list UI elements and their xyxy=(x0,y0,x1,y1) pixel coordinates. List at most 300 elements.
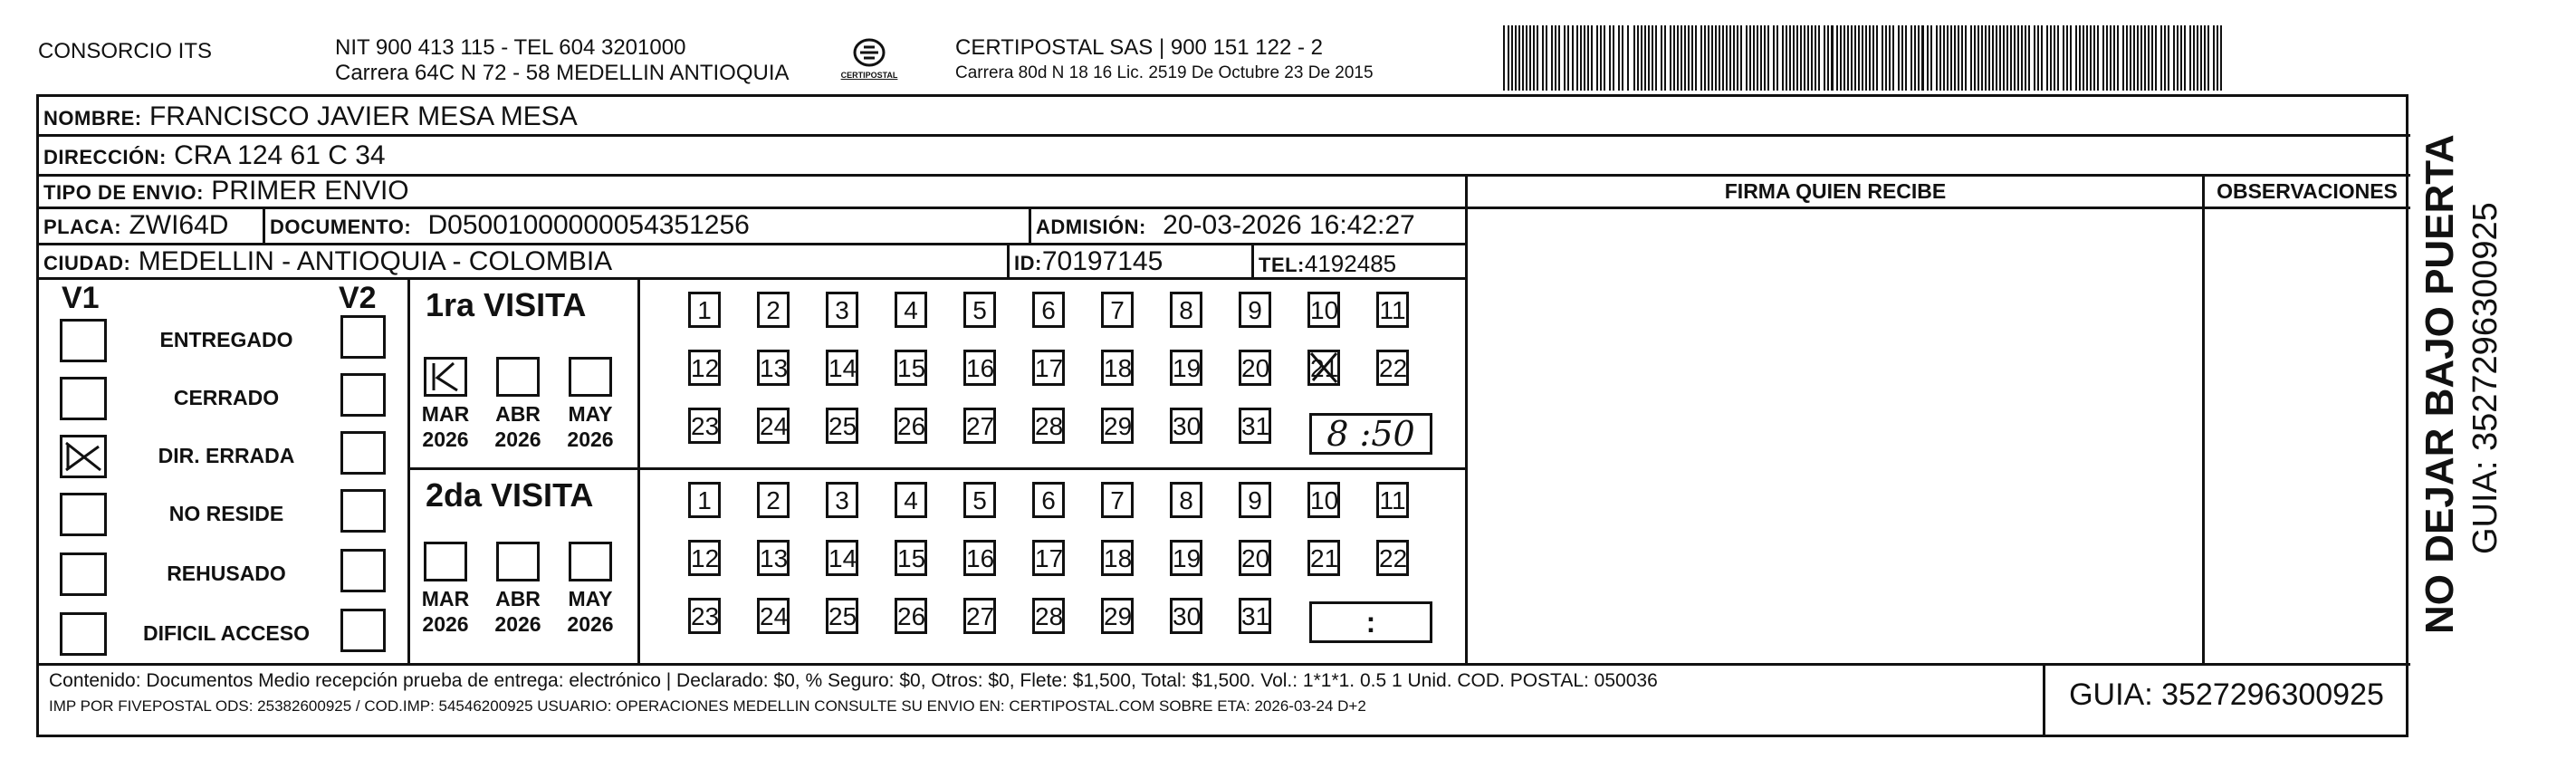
firma-header: FIRMA QUIEN RECIBE xyxy=(1724,179,1947,203)
barcode-bar xyxy=(1708,25,1709,91)
barcode-bar xyxy=(1719,25,1720,91)
barcode-bar xyxy=(1753,25,1755,91)
barcode-bar xyxy=(1740,25,1742,91)
day-box[interactable]: 16 xyxy=(963,540,996,576)
barcode-bar xyxy=(1661,25,1662,91)
day-box[interactable]: 15 xyxy=(895,540,927,576)
barcode-bar xyxy=(2021,25,2023,91)
barcode-bar xyxy=(1905,25,1907,91)
barcode-bar xyxy=(2164,25,2166,91)
observaciones-header: OBSERVACIONES xyxy=(2217,179,2398,203)
barcode-bar xyxy=(1749,25,1751,91)
day-box[interactable]: 6 xyxy=(1032,292,1065,328)
placa-field xyxy=(43,210,228,243)
barcode-bar xyxy=(1999,25,2001,91)
admision-value: 20-03-2026 16:42:27 xyxy=(1163,210,1415,240)
barcode-bar xyxy=(1764,25,1766,91)
day-box[interactable]: 2 xyxy=(757,292,790,328)
barcode-bar xyxy=(1695,25,1697,91)
barcode-bar xyxy=(1988,25,1990,91)
barcode-bar xyxy=(2151,25,2153,91)
v2-checkbox[interactable] xyxy=(340,431,386,475)
barcode-bar xyxy=(2006,25,2008,91)
tipo-value: PRIMER ENVIO xyxy=(211,176,409,206)
barcode-bar xyxy=(2014,25,2016,91)
barcode-bar xyxy=(1576,25,1578,91)
barcode-bar xyxy=(1604,25,1605,91)
barcode-bar xyxy=(1851,25,1853,91)
barcode-bar xyxy=(2097,25,2099,91)
day-box[interactable]: 3 xyxy=(826,292,858,328)
day-box[interactable]: 28 xyxy=(1032,408,1065,444)
barcode-bar xyxy=(1954,25,1956,91)
v2-checkbox[interactable] xyxy=(340,609,386,652)
barcode-bar xyxy=(2010,25,2012,91)
barcode-bar xyxy=(1773,25,1775,91)
day-box[interactable]: 5 xyxy=(963,292,996,328)
barcode-bar xyxy=(1546,25,1547,91)
barcode-bar xyxy=(1600,25,1602,91)
barcode-bar xyxy=(1641,25,1642,91)
barcode-bar xyxy=(1892,25,1894,91)
status-label: DIFICIL ACCESO xyxy=(142,621,310,645)
barcode-bar xyxy=(1930,25,1932,91)
month-checkbox[interactable] xyxy=(496,357,540,397)
day-box[interactable]: 4 xyxy=(895,482,927,518)
barcode-bar xyxy=(1655,25,1657,91)
day-box[interactable]: 1 xyxy=(688,482,721,518)
barcode-bar xyxy=(2050,25,2052,91)
barcode-bar xyxy=(1522,25,1524,91)
barcode-bar xyxy=(1633,25,1635,91)
barcode-bar xyxy=(1704,25,1706,91)
cross-mark-icon xyxy=(1307,350,1340,386)
day-box[interactable]: 22 xyxy=(1376,350,1409,386)
day-box[interactable]: 13 xyxy=(757,350,790,386)
day-box[interactable]: 30 xyxy=(1170,408,1202,444)
barcode-bar xyxy=(1793,25,1795,91)
v1-checkbox[interactable] xyxy=(60,319,107,362)
address-line: Carrera 64C N 72 - 58 MEDELLIN ANTIOQUIA xyxy=(335,61,790,85)
day-box[interactable]: 19 xyxy=(1170,350,1202,386)
barcode-bar xyxy=(1700,25,1702,91)
barcode-bar xyxy=(2204,25,2206,91)
nombre-value: FRANCISCO JAVIER MESA MESA xyxy=(148,101,578,131)
barcode-bar xyxy=(1558,25,1560,91)
barcode-bar xyxy=(1927,25,1929,91)
direccion-label: DIRECCIÓN: xyxy=(43,146,167,168)
barcode-bar xyxy=(1889,25,1891,91)
visit1-time: 8 :50 xyxy=(1326,414,1415,454)
direccion-value: CRA 124 61 C 34 xyxy=(174,140,386,170)
barcode-bar xyxy=(1996,25,1997,91)
barcode-bar xyxy=(2189,25,2191,91)
barcode-bar xyxy=(1782,25,1784,91)
status-label: DIR. ERRADA xyxy=(158,444,295,467)
barcode-bar xyxy=(1526,25,1527,91)
day-box[interactable]: 25 xyxy=(826,598,858,634)
barcode-bar xyxy=(1757,25,1758,91)
day-box[interactable]: 21 xyxy=(1307,350,1340,386)
admision-field xyxy=(1036,210,1415,243)
barcode-bar xyxy=(1609,25,1611,91)
day-box[interactable]: 25 xyxy=(826,408,858,444)
day-box[interactable]: 9 xyxy=(1239,292,1271,328)
day-box[interactable]: 14 xyxy=(826,350,858,386)
barcode-bar xyxy=(2220,25,2222,91)
barcode-bar xyxy=(1869,25,1871,91)
day-box[interactable]: 28 xyxy=(1032,598,1065,634)
barcode-bar xyxy=(2017,25,2019,91)
day-box[interactable]: 12 xyxy=(688,540,721,576)
tel-value: 4192485 xyxy=(1304,250,1397,277)
barcode-bar xyxy=(1865,25,1867,91)
year-label: 2026 xyxy=(422,612,469,636)
barcode-bar xyxy=(1511,25,1513,91)
day-box[interactable]: 19 xyxy=(1170,540,1202,576)
barcode-bar xyxy=(1843,25,1845,91)
barcode-bar xyxy=(1508,25,1509,91)
barcode-bar xyxy=(1622,25,1623,91)
v1-checkbox[interactable] xyxy=(60,552,107,596)
barcode-bar xyxy=(1961,25,1963,91)
month-checkbox[interactable] xyxy=(424,542,467,581)
day-box[interactable]: 7 xyxy=(1101,482,1134,518)
barcode-bar xyxy=(1733,25,1735,91)
v1-checkbox[interactable] xyxy=(60,493,107,536)
check-mark-icon xyxy=(426,360,464,394)
day-box[interactable]: 16 xyxy=(963,350,996,386)
barcode-bar xyxy=(2160,25,2162,91)
barcode-bar xyxy=(1950,25,1952,91)
v1-checkbox[interactable] xyxy=(60,377,107,420)
certipostal-address: Carrera 80d N 18 16 Lic. 2519 De Octubre 23 De 2015 xyxy=(955,63,1374,82)
barcode-bar xyxy=(1711,25,1713,91)
barcode-bar xyxy=(1729,25,1731,91)
day-box[interactable]: 24 xyxy=(757,408,790,444)
barcode-bar xyxy=(2126,25,2128,91)
barcode-bar xyxy=(1555,25,1556,91)
barcode-bar xyxy=(1677,25,1679,91)
barcode-bar xyxy=(1767,25,1769,91)
barcode-bar xyxy=(2066,25,2068,91)
day-box[interactable]: 22 xyxy=(1376,540,1409,576)
v1-label: V1 xyxy=(62,281,100,315)
footer-imp: IMP POR FIVEPOSTAL ODS: 25382600925 / COD.IMP: 54546200925 USUARIO: OPERACIONES MEDELLIN CONSULTE SU ENVIO EN: CERTIPOSTAL.COM SOBRE ETA: 2026-03-24 D+2 xyxy=(49,697,1366,715)
company-name: CONSORCIO ITS xyxy=(38,39,213,63)
barcode-bar xyxy=(1936,25,1938,91)
barcode-bar xyxy=(1533,25,1535,91)
day-box[interactable]: 6 xyxy=(1032,482,1065,518)
tel-field xyxy=(1259,248,1396,281)
day-box[interactable]: 17 xyxy=(1032,350,1065,386)
direccion-field xyxy=(43,140,386,173)
barcode-bar xyxy=(2117,25,2119,91)
month-label: MAY xyxy=(568,587,613,610)
barcode-bar xyxy=(1572,25,1574,91)
barcode-bar xyxy=(1977,25,1979,91)
year-label: 2026 xyxy=(494,612,541,636)
barcode-bar xyxy=(1872,25,1874,91)
day-box[interactable]: 14 xyxy=(826,540,858,576)
month-label: MAY xyxy=(568,402,613,426)
barcode-bar xyxy=(1684,25,1686,91)
day-box[interactable]: 27 xyxy=(963,408,996,444)
barcode-bar xyxy=(2113,25,2115,91)
barcode-bar xyxy=(1985,25,1987,91)
barcode-bar xyxy=(1947,25,1949,91)
barcode-bar xyxy=(2197,25,2198,91)
admision-label: ADMISIÓN: xyxy=(1036,216,1146,238)
barcode-bar xyxy=(2086,25,2088,91)
barcode-bar xyxy=(1664,25,1666,91)
day-box[interactable]: 9 xyxy=(1239,482,1271,518)
barcode-bar xyxy=(2083,25,2084,91)
barcode-bar xyxy=(2148,25,2150,91)
barcode-bar xyxy=(1807,25,1809,91)
barcode-bar xyxy=(2057,25,2059,91)
barcode-bar xyxy=(2173,25,2175,91)
day-box[interactable]: 10 xyxy=(1307,292,1340,328)
barcode-bar xyxy=(1681,25,1682,91)
barcode-bar xyxy=(1858,25,1860,91)
day-box[interactable]: 21 xyxy=(1307,540,1340,576)
day-box[interactable]: 5 xyxy=(963,482,996,518)
barcode-bar xyxy=(2079,25,2081,91)
day-box[interactable]: 11 xyxy=(1376,292,1409,328)
barcode-bar xyxy=(1587,25,1589,91)
barcode-bar xyxy=(2037,25,2039,91)
day-box[interactable]: 7 xyxy=(1101,292,1134,328)
day-box[interactable]: 23 xyxy=(688,598,721,634)
nombre-field xyxy=(43,101,578,134)
barcode-bar xyxy=(2155,25,2157,91)
day-box[interactable]: 26 xyxy=(895,408,927,444)
barcode-bar xyxy=(1715,25,1717,91)
day-box[interactable]: 27 xyxy=(963,598,996,634)
barcode-bar xyxy=(1567,25,1569,91)
barcode-bar xyxy=(2207,25,2209,91)
day-box[interactable]: 18 xyxy=(1101,350,1134,386)
barcode-bar xyxy=(1726,25,1728,91)
nombre-label: NOMBRE: xyxy=(43,107,142,130)
barcode-bar xyxy=(2217,25,2218,91)
day-box[interactable]: 18 xyxy=(1101,540,1134,576)
barcode-bar xyxy=(2213,25,2215,91)
barcode-bar xyxy=(1958,25,1959,91)
day-box[interactable]: 13 xyxy=(757,540,790,576)
barcode-bar xyxy=(1831,25,1834,91)
barcode-bar xyxy=(1901,25,1903,91)
barcode-bar xyxy=(1914,25,1916,91)
barcode-bar xyxy=(1824,25,1825,91)
day-box[interactable]: 20 xyxy=(1239,540,1271,576)
barcode-bar xyxy=(1804,25,1805,91)
barcode-bar xyxy=(1862,25,1863,91)
barcode-bar xyxy=(1836,25,1838,91)
v1-checkbox[interactable] xyxy=(60,435,107,478)
check-mark-icon xyxy=(62,437,104,476)
barcode-bar xyxy=(1965,25,1967,91)
barcode-bar xyxy=(1898,25,1900,91)
barcode-bar xyxy=(2110,25,2112,91)
month-label: MAR xyxy=(421,587,470,610)
barcode-bar xyxy=(1939,25,1941,91)
barcode-bar xyxy=(2090,25,2092,91)
no-dejar-bajo-puerta: NO DEJAR BAJO PUERTA xyxy=(2418,134,2462,634)
barcode-bar xyxy=(1591,25,1593,91)
v2-checkbox[interactable] xyxy=(340,549,386,592)
day-box[interactable]: 8 xyxy=(1170,292,1202,328)
visit2-time: : xyxy=(1365,606,1376,639)
month-checkbox[interactable] xyxy=(496,542,540,581)
barcode-bar xyxy=(2168,25,2169,91)
barcode-bar xyxy=(2046,25,2048,91)
month-checkbox[interactable] xyxy=(569,357,612,397)
barcode-bar xyxy=(1746,25,1748,91)
barcode-bar xyxy=(1974,25,1976,91)
id-label: ID: xyxy=(1014,252,1042,274)
id-value: 70197145 xyxy=(1041,246,1164,276)
barcode-bar xyxy=(1970,25,1972,91)
year-label: 2026 xyxy=(422,428,469,451)
year-label: 2026 xyxy=(494,428,541,451)
barcode-bar xyxy=(2075,25,2077,91)
barcode-bar xyxy=(1551,25,1553,91)
barcode-bar xyxy=(1818,25,1820,91)
day-box[interactable]: 2 xyxy=(757,482,790,518)
barcode-bar xyxy=(2028,25,2030,91)
day-box[interactable]: 23 xyxy=(688,408,721,444)
v2-checkbox[interactable] xyxy=(340,373,386,417)
visit1-title: 1ra VISITA xyxy=(426,286,587,323)
day-box[interactable]: 1 xyxy=(688,292,721,328)
v2-checkbox[interactable] xyxy=(340,489,386,533)
side-guia: GUIA: 3527296300925 xyxy=(2466,202,2504,554)
status-label: NO RESIDE xyxy=(168,502,284,525)
barcode-bar xyxy=(1637,25,1639,91)
barcode-bar xyxy=(2054,25,2055,91)
day-box[interactable]: 12 xyxy=(688,350,721,386)
barcode-bar xyxy=(1811,25,1813,91)
barcode-bar xyxy=(2137,25,2139,91)
day-box[interactable]: 3 xyxy=(826,482,858,518)
barcode-bar xyxy=(1618,25,1620,91)
barcode-bar xyxy=(2193,25,2195,91)
status-label: ENTREGADO xyxy=(159,328,293,351)
barcode-bar xyxy=(1800,25,1802,91)
barcode-bar xyxy=(1776,25,1778,91)
year-label: 2026 xyxy=(567,428,614,451)
month-checkbox[interactable] xyxy=(424,357,467,397)
year-label: 2026 xyxy=(567,612,614,636)
barcode-bar xyxy=(2184,25,2186,91)
visit1-time-box[interactable] xyxy=(1309,413,1432,455)
barcode-bar xyxy=(2034,25,2035,91)
status-label: REHUSADO xyxy=(167,562,286,585)
barcode-bar xyxy=(2122,25,2124,91)
tipo-label: TIPO DE ENVIO: xyxy=(43,181,204,204)
visit2-time-box[interactable] xyxy=(1309,601,1432,643)
barcode-bar xyxy=(1854,25,1856,91)
barcode-bars xyxy=(1503,25,2227,91)
logo-text: CERTIPOSTAL xyxy=(840,71,898,80)
barcode-bar xyxy=(2025,25,2026,91)
barcode-bar xyxy=(1648,25,1650,91)
barcode-bar xyxy=(1596,25,1598,91)
barcode-bar xyxy=(2106,25,2108,91)
barcode-bar xyxy=(1918,25,1920,91)
day-box[interactable]: 30 xyxy=(1170,598,1202,634)
tipo-field xyxy=(43,176,409,208)
barcode-bar xyxy=(2180,25,2182,91)
barcode-bar xyxy=(1943,25,1945,91)
day-box[interactable]: 26 xyxy=(895,598,927,634)
day-box[interactable]: 17 xyxy=(1032,540,1065,576)
barcode-bar xyxy=(1910,25,1912,91)
placa-label: PLACA: xyxy=(43,216,122,238)
barcode-bar xyxy=(1981,25,1983,91)
barcode-bar xyxy=(1613,25,1614,91)
barcode-bar xyxy=(1670,25,1671,91)
day-box[interactable]: 4 xyxy=(895,292,927,328)
barcode-bar xyxy=(1564,25,1566,91)
ciudad-value: MEDELLIN - ANTIOQUIA - COLOMBIA xyxy=(138,246,613,276)
month-checkbox[interactable] xyxy=(569,542,612,581)
barcode-bar xyxy=(1921,25,1924,91)
month-label: MAR xyxy=(421,402,470,426)
barcode-bar xyxy=(1827,25,1829,91)
tel-label: TEL: xyxy=(1259,254,1305,276)
barcode-bar xyxy=(1876,25,1878,91)
nit-line: NIT 900 413 115 - TEL 604 3201000 xyxy=(335,35,686,60)
barcode-bar xyxy=(2093,25,2095,91)
v2-label: V2 xyxy=(339,281,377,315)
barcode-bar xyxy=(2041,25,2043,91)
v1-checkbox[interactable] xyxy=(60,612,107,656)
day-box[interactable]: 10 xyxy=(1307,482,1340,518)
ciudad-label: CIUDAD: xyxy=(43,252,131,274)
barcode-bar xyxy=(2140,25,2142,91)
day-box[interactable]: 15 xyxy=(895,350,927,386)
day-box[interactable]: 11 xyxy=(1376,482,1409,518)
barcode-bar xyxy=(1815,25,1816,91)
day-box[interactable]: 31 xyxy=(1239,408,1271,444)
barcode-bar xyxy=(2133,25,2135,91)
day-box[interactable]: 29 xyxy=(1101,598,1134,634)
barcode-bar xyxy=(1503,25,1505,91)
barcode-bar xyxy=(2070,25,2072,91)
documento-value: D05001000000054351256 xyxy=(427,210,750,240)
barcode-bar xyxy=(1518,25,1520,91)
day-box[interactable]: 8 xyxy=(1170,482,1202,518)
barcode-bar xyxy=(1847,25,1849,91)
day-box[interactable]: 31 xyxy=(1239,598,1271,634)
barcode-bar xyxy=(2144,25,2146,91)
barcode-bar xyxy=(1537,25,1538,91)
day-box[interactable]: 24 xyxy=(757,598,790,634)
ciudad-field xyxy=(43,246,612,279)
barcode-bar xyxy=(1789,25,1791,91)
barcode-bar xyxy=(1786,25,1787,91)
barcode-bar xyxy=(1652,25,1653,91)
documento-field xyxy=(270,210,750,243)
day-box[interactable]: 29 xyxy=(1101,408,1134,444)
barcode-bar xyxy=(1542,25,1544,91)
day-box[interactable]: 20 xyxy=(1239,350,1271,386)
barcode-bar xyxy=(1580,25,1582,91)
v2-checkbox[interactable] xyxy=(340,315,386,359)
